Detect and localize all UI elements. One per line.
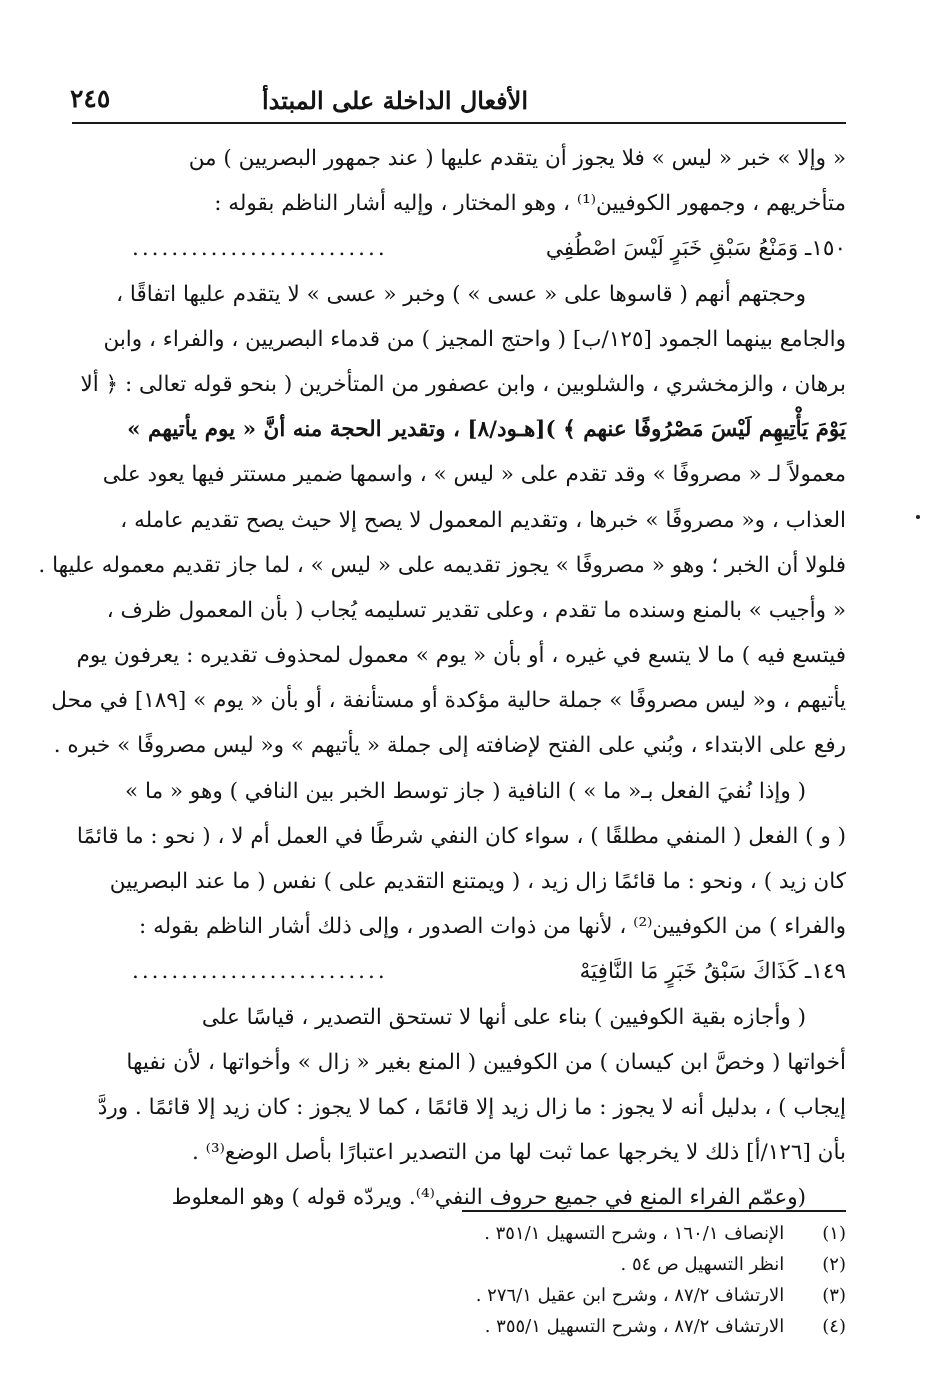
text-line: إيجاب ) ، بدليل أنه لا يجوز : ما زال زيد إلا قائمًا ، كما لا يجوز : كان زيد إلا قائمًا . وردَّ: [97, 1094, 846, 1120]
verse-text: ١٤٩ـ كَذَاكَ سَبْقُ خَبَرٍ مَا النَّافِيَهْ: [579, 959, 846, 985]
margin-dot: [916, 515, 920, 519]
text-line: (وعمّم الفراء المنع في جميع حروف النفي⁽⁴⁾. ويردّه قوله ) وهو المعلوط: [171, 1185, 806, 1211]
footnote: [72, 1311, 846, 1342]
text-line: بأن [١٢٦/أ] ذلك لا يخرجها عما ثبت لها من التصدير اعتبارًا بأصل الوضع⁽³⁾ .: [192, 1140, 846, 1166]
footnote-rule: [462, 1210, 846, 1212]
footnote-number: (٢): [822, 1254, 846, 1275]
text-line: وحجتهم أنهم ( قاسوها على « عسى » ) وخبر « عسى » لا يتقدم عليها اتفاقًا ،: [116, 281, 806, 307]
text-line: فلولا أن الخبر ؛ وهو « مصروفًا » يجوز تقديمه على « ليس » ، لما جاز تقديم معموله عليها .: [38, 552, 846, 578]
footnote: [72, 1249, 846, 1280]
text-line: كان زيد ) ، ونحو : ما قائمًا زال زيد ، ( ويمتنع التقديم على ) نفس ( ما عند البصريين: [109, 869, 846, 894]
verse-line: [72, 949, 846, 994]
text-line: يَوْمَ يَأْتِيهِم لَيْسَ مَصْرُوفًا عنهم ﴾ )[هـود/٨] ، وتقدير الحجة منه أنَّ « يوم يأتيهم »: [127, 417, 846, 443]
header-rule: [72, 122, 846, 124]
text-line: والجامع بينهما الجمود [١٢٥/ب] ( واحتج المجيز ) من قدماء البصريين ، والفراء ، وابن: [103, 326, 846, 352]
verse-line: [72, 226, 846, 271]
text-line: أخواتها ( وخصَّ ابن كيسان ) من الكوفيين ( المنع بغير « زال » وأخواتها ، لأن نفيها: [126, 1049, 846, 1075]
text-line: ( وأجازه بقية الكوفيين ) بناء على أنها لا تستحق التصدير ، قياسًا على: [201, 1004, 806, 1030]
footnote-text: الإنصاف ١٦٠/١ ، وشرح التسهيل ٣٥١/١ .: [484, 1223, 785, 1244]
footnotes: [72, 1218, 846, 1342]
footnote-text: الارتشاف ٨٧/٢ ، وشرح ابن عقيل ٢٧٦/١ .: [475, 1285, 785, 1306]
running-header: [70, 84, 848, 124]
verse-text: ١٥٠ـ وَمَنْعُ سَبْقِ خَبَرٍ لَيْسَ اصْطُفِي: [545, 236, 846, 262]
footnote-number: (٤): [822, 1316, 846, 1337]
footnote: [72, 1218, 846, 1249]
page-title: الأفعال الداخلة على المبتدأ: [262, 86, 528, 115]
verse-dots: ..........................: [132, 236, 388, 262]
text-line: والفراء ) من الكوفيين⁽²⁾ ، لأنها من ذوات الصدور ، وإلى ذلك أشار الناظم بقوله :: [139, 914, 846, 940]
text-line: العذاب ، و« مصروفًا » خبرها ، وتقديم المعمول لا يصح إلا حيث يصح تقديم عامله ،: [120, 507, 846, 533]
footnote-text: انظر التسهيل ص ٥٤ .: [620, 1254, 785, 1275]
text-line: « وإلا » خبر « ليس » فلا يجوز أن يتقدم عليها ( عند جمهور البصريين ) من: [188, 146, 846, 171]
verse-dots: ..........................: [132, 959, 388, 985]
footnote-number: (٣): [822, 1285, 846, 1306]
text-line: معمولاً لـ « مصروفًا » وقد تقدم على « ليس » ، واسمها ضمير مستتر فيها يعود على: [102, 462, 846, 488]
text-line: فيتسع فيه ) ما لا يتسع في غيره ، أو بأن « يوم » معمول لمحذوف تقديره : يعرفون يوم: [76, 643, 846, 669]
text-line: « وأجيب » بالمنع وسنده ما تقدم ، وعلى تقدير تسليمه يُجاب ( بأن المعمول ظرف ،: [106, 597, 846, 623]
text-line: رفع على الابتداء ، وبُني على الفتح لإضافته إلى جملة « يأتيهم » و« ليس مصروفًا » خبره .: [53, 733, 846, 759]
text-line: ( و ) الفعل ( المنفي مطلقًا ) ، سواء كان النفي شرطًا في العمل أم لا ، ( نحو : ما قائمًا: [76, 823, 846, 849]
text-line: ( وإذا نُفيَ الفعل بـ« ما » ) النافية ( جاز توسط الخبر بين النافي ) وهو « ما »: [125, 778, 806, 804]
text-line: برهان ، والزمخشري ، والشلوبين ، وابن عصفور من المتأخرين ( بنحو قوله تعالى : ﴿ ألا: [80, 371, 846, 397]
footnote: [72, 1280, 846, 1311]
text-line: يأتيهم ، و« ليس مصروفًا » جملة حالية مؤكدة أو مستأنفة ، أو بأن « يوم » [١٨٩] في محل: [51, 688, 846, 714]
main-text: [38, 136, 846, 1221]
footnote-number: (١): [822, 1223, 846, 1244]
footnote-text: الارتشاف ٨٧/٢ ، وشرح التسهيل ٣٥٥/١ .: [484, 1316, 785, 1337]
page-number: ٢٤٥: [70, 84, 111, 113]
text-line: متأخريهم ، وجمهور الكوفيين⁽¹⁾ ، وهو المختار ، وإليه أشار الناظم بقوله :: [214, 191, 846, 217]
